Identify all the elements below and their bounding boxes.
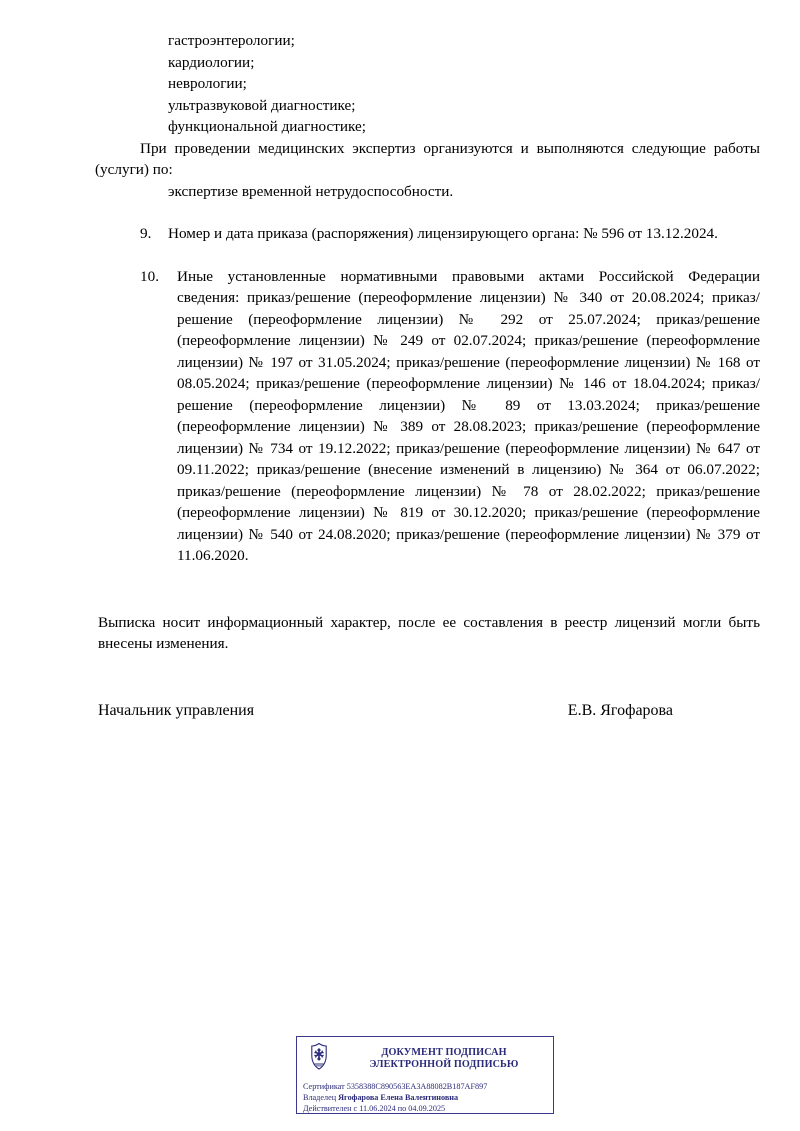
stamp-owner-label: Владелец <box>303 1093 337 1103</box>
stamp-header <box>303 1042 547 1076</box>
list-item: гастроэнтерологии; <box>168 32 295 49</box>
clause-9 <box>95 223 760 245</box>
stamp-title-line-1: ДОКУМЕНТ ПОДПИСАН <box>381 1046 507 1058</box>
coat-of-arms-icon <box>303 1042 335 1076</box>
clause-10-number: 10. <box>140 267 159 285</box>
stamp-title-line-2: ЭЛЕКТРОННОЙ ПОДПИСЬЮ <box>369 1059 519 1070</box>
list-item: кардиологии; <box>168 53 255 71</box>
signer-position: Начальник управления <box>98 701 255 719</box>
specialties-list <box>95 30 760 138</box>
stamp-certificate-line <box>303 1081 547 1092</box>
stamp-certificate-label: Сертификат <box>303 1082 345 1091</box>
stamp-title <box>341 1047 547 1072</box>
list-item: неврологии; <box>168 75 247 92</box>
stamp-validity-line: Действителен с 11.06.2024 по 04.09.2025 <box>303 1104 446 1114</box>
stamp-owner-line <box>303 1092 547 1103</box>
stamp-details <box>303 1081 547 1115</box>
signer-name: Е.В. Ягофарова <box>567 701 673 719</box>
electronic-signature-stamp <box>296 1036 554 1114</box>
stamp-certificate-value: 5358388C890563EA3A88082B187AF897 <box>346 1082 488 1091</box>
expertise-intro-paragraph: При проведении медицинских экспертиз организуются и выполняются следующие работы (услуги) по: <box>95 139 760 178</box>
clause-9-number: 9. <box>140 225 152 242</box>
list-item: функциональной диагностике; <box>168 118 366 135</box>
clause-10-text: Иные установленные нормативными правовыми актами Российской Федерации сведения: приказ/решение (переоформление лицензии) № 340 от 20.08.2024; приказ/решение (переоформление лицензии) № 292 от 25.07.2024; приказ/решение (переоформление лицензии) № 249 от 02.07.2024; приказ/решение (переоформление лицензии) № 197 от 31.05.2024; приказ/решение (переоформление лицензии) № 168 от 08.05.2024; приказ/решение (переоформление лицензии) № 146 от 18.04.2024; приказ/решение (переоформление лицензии) № 89 от 13.03.2024; приказ/решение (переоформление лицензии) № 389 от 28.08.2023; приказ/решение (переоформление лицензии) № 734 от 19.12.2022; приказ/решение (переоформление лицензии) № 647 от 09.11.2022; приказ/решение (внесение изменений в лицензию) № 364 от 06.07.2022; приказ/решение (переоформление лицензии) № 78 от 28.02.2022; приказ/решение (переоформление лицензии) № 819 от 30.12.2020; приказ/решение (переоформление лицензии) № 540 от 24.08.2020; приказ/решение (переоформление лицензии) № 379 от 11.06.2020. <box>177 267 760 564</box>
stamp-owner-value: Ягофарова Елена Валентиновна <box>338 1093 459 1103</box>
clause-9-text: Номер и дата приказа (распоряжения) лицензирующего органа: № 596 от 13.12.2024. <box>168 225 718 242</box>
signature-block <box>95 702 760 720</box>
informational-notice: Выписка носит информационный характер, после ее составления в реестр лицензий могли быть внесены изменения. <box>98 613 760 652</box>
list-item: ультразвуковой диагностике; <box>168 96 356 114</box>
expertise-item: экспертизе временной нетрудоспособности. <box>168 182 454 200</box>
clause-10 <box>95 266 760 567</box>
